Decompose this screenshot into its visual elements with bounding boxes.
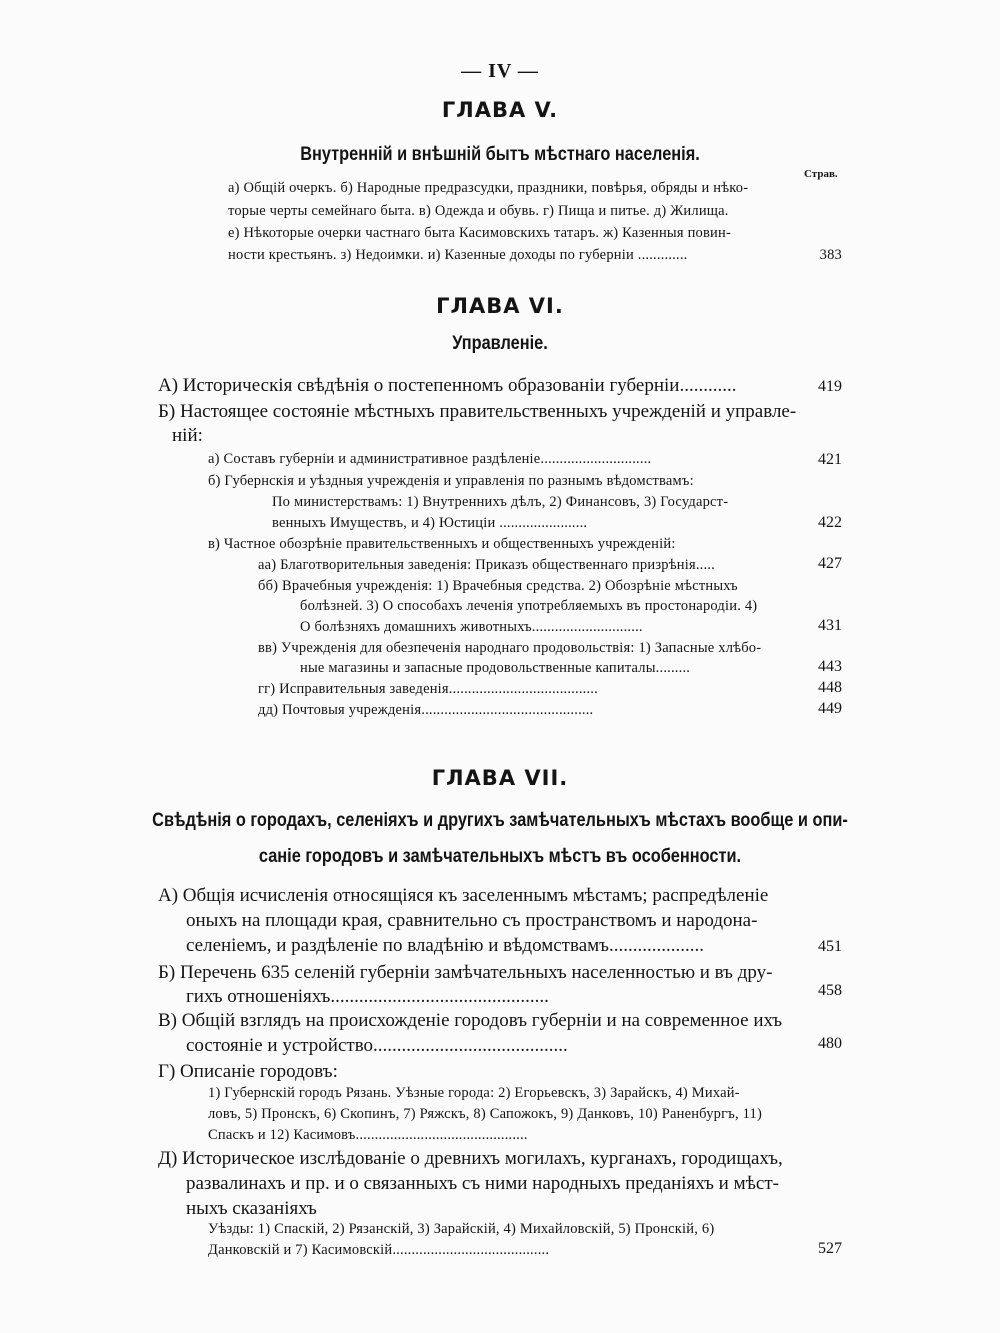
chapter-6-entry-aa-page: 427 [818, 555, 842, 572]
chapter-7-heading: ГЛАВА VII. [431, 766, 569, 790]
chapter-6-entry-b-sub-1: По министерствамъ: 1) Внутреннихъ дѣлъ, 2) Финансовъ, 3) Государст- [272, 494, 729, 510]
chapter-7-entry-G-line-1: 1) Губернскій городъ Рязань. Уѣзные города: 2) Егорьевскъ, 3) Зарайскъ, 4) Михай- [208, 1085, 740, 1101]
chapter-6-entry-vv-line-2: ные магазины и запасные продовольственные капиталы......... [300, 660, 691, 676]
page-column-label: Страв. [804, 168, 838, 180]
chapter-6-entry-b-page: 422 [818, 514, 842, 531]
chapter-6-entry-bb-line-1: бб) Врачебныя учрежденія: 1) Врачебныя средства. 2) Обозрѣніе мѣстныхъ [258, 578, 738, 594]
chapter-7-entry-D-line-1: Д) Историческое изслѣдованіе о древнихъ могилахъ, курганахъ, городищахъ, [158, 1148, 783, 1169]
chapter-7-entry-B-page: 458 [818, 982, 842, 999]
chapter-7-entry-V-page: 480 [818, 1035, 842, 1052]
chapter-6-entry-bb-line-2: болѣзней. 3) О способахъ леченія употребляемыхъ въ простонародіи. 4) [300, 598, 758, 614]
chapter-6-entry-b: б) Губернскія и уѣздныя учрежденія и управленія по разнымъ вѣдомствамъ: [208, 473, 694, 489]
chapter-7-entry-A-line-2: оныхъ на площади края, сравнительно съ пространствомъ и народона- [186, 910, 758, 931]
chapter-6-heading: ГЛАВА VI. [436, 294, 564, 318]
chapter-7-entry-V-line-1: В) Общій взглядъ на происхожденіе городовъ губерніи и на современное ихъ [158, 1010, 783, 1031]
chapter-7-title-line-2: саніе городовъ и замѣчательныхъ мѣстъ въ особенности. [258, 846, 742, 867]
chapter-6-entry-b-sub-2: венныхъ Имуществъ, и 4) Юстиціи ....................... [272, 515, 588, 531]
chapter-6-entry-a: а) Составъ губерніи и административное раздѣленіе............................. [208, 451, 652, 467]
chapter-7-entry-D-page: 527 [818, 1240, 842, 1257]
chapter-7-entry-A-page: 451 [818, 938, 842, 955]
chapter-7-entry-D-line-3: ныхъ сказаніяхъ [186, 1198, 317, 1219]
chapter-7-entry-B-line-2: гихъ отношеніяхъ.............................................. [186, 986, 549, 1007]
chapter-7-title-line-1: Свѣдѣнія о городахъ, селеніяхъ и другихъ замѣчательныхъ мѣстахъ вообще и опи- [152, 810, 848, 831]
chapter-6-entry-vv-line-1: вв) Учрежденія для обезпеченія народнаго продовольствія: 1) Запасные хлѣбо- [258, 640, 762, 656]
chapter-7-entry-G: Г) Описаніе городовъ: [158, 1061, 338, 1082]
chapter-6-entry-vv-page: 443 [818, 658, 842, 675]
chapter-6-entry-B-line-1: Б) Настоящее состояніе мѣстныхъ правительственныхъ учрежденій и управле- [158, 401, 797, 422]
chapter-6-entry-B-line-2: ній: [172, 425, 203, 446]
chapter-6-entry-bb-page: 431 [818, 617, 842, 634]
chapter-7-entry-D-line-2: развалинахъ и пр. и о связанныхъ съ ними народныхъ преданіяхъ и мѣст- [186, 1173, 779, 1194]
chapter-6-title: Управленіе. [452, 333, 548, 354]
chapter-5-page-number: 383 [819, 247, 842, 263]
chapter-7-entry-D-line-4: Уѣзды: 1) Спаскій, 2) Рязанскій, 3) Зарайскій, 4) Михайловскій, 5) Пронскій, 6) [208, 1221, 715, 1237]
chapter-5-line-4: ности крестьянъ. з) Недоимки. и) Казенные доходы по губерніи ............. [228, 247, 688, 263]
chapter-6-entry-dd-page: 449 [818, 700, 842, 717]
chapter-6-entry-aa: аа) Благотворительныя заведенія: Приказъ общественнаго призрѣнія..... [258, 557, 715, 573]
chapter-7-entry-B-line-1: Б) Перечень 635 селеній губерніи замѣчательныхъ населенностью и въ дру- [158, 962, 773, 983]
chapter-6-entry-gg: гг) Исправительныя заведенія....................................... [258, 681, 598, 697]
chapter-5-line-3: е) Нѣкоторые очерки частнаго быта Касимовскихъ татаръ. ж) Казенныя повин- [228, 225, 731, 241]
chapter-7-entry-A-line-1: А) Общія исчисленія относящіяся къ заселеннымъ мѣстамъ; распредѣленіе [158, 885, 769, 906]
chapter-7-entry-G-line-2: ловъ, 5) Пронскъ, 6) Скопинъ, 7) Ряжскъ, 8) Сапожокъ, 9) Данковъ, 10) Раненбургъ, 11) [208, 1106, 762, 1122]
chapter-5-title: Внутренній и внѣшній бытъ мѣстнаго населенія. [300, 144, 700, 165]
chapter-5-line-1: а) Общій очеркъ. б) Народные предразсудки, праздники, повѣрья, обряды и нѣко- [228, 180, 749, 196]
chapter-6-entry-bb-line-3: О болѣзняхъ домашнихъ животныхъ............................. [300, 619, 643, 635]
chapter-6-entry-v: в) Частное обозрѣніе правительственныхъ и общественныхъ учрежденій: [208, 536, 676, 552]
page-header: — IV — [461, 60, 539, 82]
chapter-6-entry-dd: дд) Почтовыя учрежденія............................................. [258, 702, 594, 718]
chapter-7-entry-V-line-2: состояніе и устройство......................................... [186, 1035, 568, 1056]
chapter-6-entry-a-page: 421 [818, 451, 842, 468]
chapter-7-entry-D-line-5: Данковскій и 7) Касимовскій......................................... [208, 1242, 550, 1258]
chapter-5-line-2: торые черты семейнаго быта. в) Одежда и обувь. г) Пища и питье. д) Жилища. [228, 203, 729, 219]
chapter-5-heading: ГЛАВА V. [441, 98, 559, 122]
chapter-6-entry-gg-page: 448 [818, 679, 842, 696]
chapter-7-entry-G-line-3: Спаскъ и 12) Касимовъ............................................. [208, 1127, 528, 1143]
chapter-7-entry-A-line-3: селеніемъ, и раздѣленіе по владѣнію и вѣдомствамъ.................... [186, 935, 704, 956]
chapter-6-entry-A: А) Историческія свѣдѣнія о постепенномъ образованіи губерніи............ [158, 375, 737, 396]
chapter-6-entry-A-page: 419 [818, 378, 842, 395]
